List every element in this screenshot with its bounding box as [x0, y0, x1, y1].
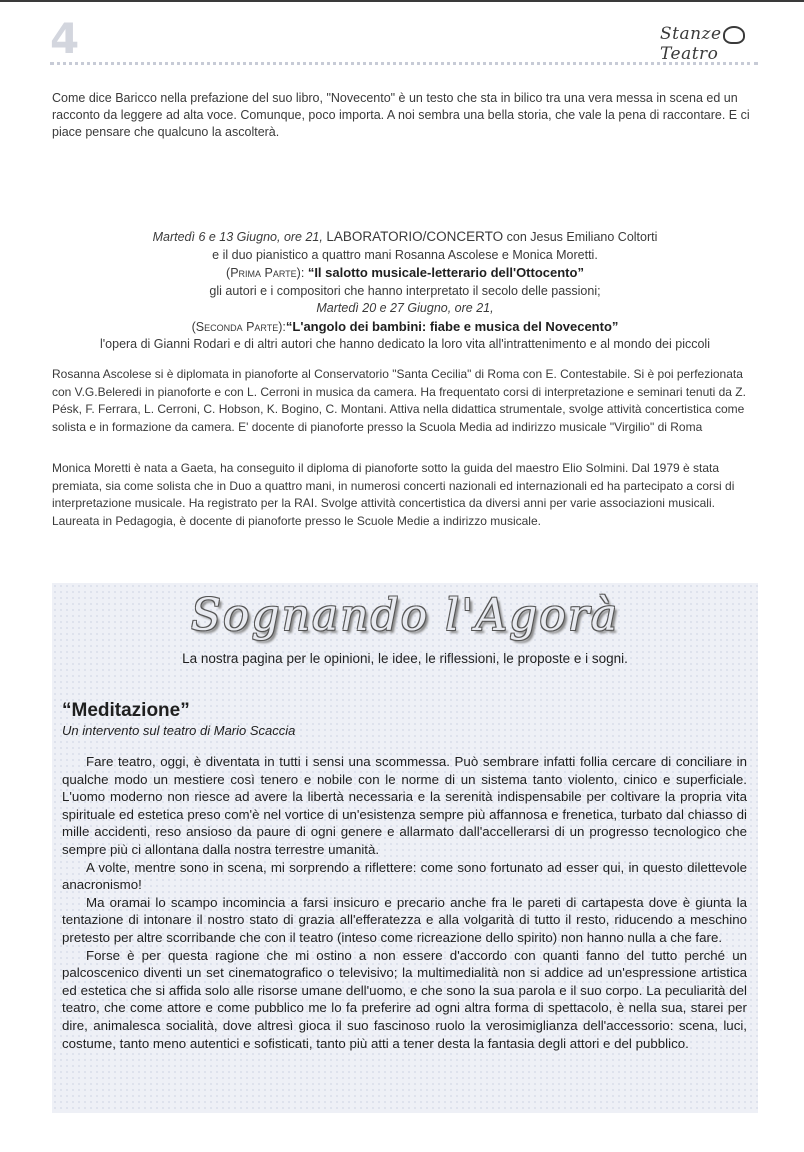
agora-subtitle: La nostra pagina per le opinioni, le idee, le riflessioni, le proposte e i sogni.: [182, 651, 628, 666]
article-body: [62, 753, 747, 1052]
event-with: con Jesus Emiliano Coltorti: [506, 230, 658, 244]
event-date-2: Martedì 20 e 27 Giugno, ore 21,: [316, 301, 494, 315]
event-type: LABORATORIO/CONCERTO: [326, 229, 504, 244]
logo-text-right: Teatro: [660, 44, 719, 64]
event-part1: [52, 264, 758, 283]
event-duo: e il duo pianistico a quattro mani Rosanna Ascolese e Monica Moretti.: [212, 247, 598, 262]
article-paragraph: Ma oramai lo scampo incomincia a farsi insicuro e precario anche fra le pareti di cartapesta dove è giunta la tentazione di intonare il nostro stato di grazia all'efferatezza e alla volgarità di tutto il resto, riducendo a meschino pretesto per altre scorribande che con il teatro (inteso come ricreazione dello spirito) non hanno nulla a che fare.: [62, 894, 747, 945]
event-line-1: [52, 228, 758, 247]
part1-label: (Prima Parte):: [226, 266, 305, 280]
page-number: 4: [50, 14, 80, 63]
bio-monica-moretti: Monica Moretti è nata a Gaeta, ha conseguito il diploma di pianoforte sotto la guida del maestro Elio Solmini. Dal 1979 è stata premiata, sia come solista che in Duo a quattro mani, in numerosi concerti nazionali ed internazionali ed ha partecipato a corsi di interpretazione musicale. Ha registrato per la RAI. Svolge attività concertistica da diversi anni per varie associazioni musicali. Laureata in Pedagogia, è docente di pianoforte presso le Scuole Medie a indirizzo musicale.: [52, 461, 735, 528]
article-subtitle: Un intervento sul teatro di Mario Scaccia: [62, 723, 296, 738]
article-paragraph: A volte, mentre sono in scena, mi sorprendo a riflettere: come sono fortunato ad esser qui, in questo dilettevole anacronismo!: [62, 859, 747, 893]
part1-title: “Il salotto musicale-letterario dell'Ottocento”: [307, 265, 584, 280]
event-part2: [52, 318, 758, 337]
header-divider: [50, 62, 758, 65]
event-announcement: [52, 228, 758, 354]
top-rule: [0, 0, 804, 2]
agora-title: Sognando l'Agorà: [190, 590, 620, 641]
theater-mask-icon: [723, 26, 745, 44]
article-paragraph: Fare teatro, oggi, è diventata in tutti i sensi una scommessa. Può sembrare infatti follia cercare di conciliare in qualche modo un mestiere così tenero e nobile con le norme di un sistema tanto violento, cinico e superficiale. L'uomo moderno non riesce ad avere la libertà necessaria e la serenità indispensabile per coltivare la propria vita spirituale ed estetica preso com'è nel vortice di un'esistenza sempre più affannosa e frenetica, turbato dal chiasso di mille accidenti, reso ansioso da paure di ogni genere e allarmato dall'accellerarsi di un progresso tecnologico che sempre più ci allontana dalla nostra terrestre umanità.: [62, 754, 747, 857]
article-title: “Meditazione”: [62, 700, 190, 721]
logo-text-left: Stanze: [660, 24, 722, 44]
stanze-teatro-logo: [660, 24, 760, 64]
event-date-1: Martedì 6 e 13 Giugno, ore 21,: [152, 230, 323, 244]
intro-paragraph: Come dice Baricco nella prefazione del suo libro, "Novecento" è un testo che sta in bilico tra una vera messa in scena ed un racconto da leggere ad alta voce. Comunque, poco importa. A noi sembra una bella storia, che vale la pena di raccontare. E ci piace pensare che qualcuno la ascolterà.: [52, 91, 750, 139]
part2-label: (Seconda Parte):: [191, 319, 286, 334]
bio-rosanna-ascolese: Rosanna Ascolese si è diplomata in pianoforte al Conservatorio "Santa Cecilia" di Roma con E. Contestabile. Si è poi perfezionata con V.G.Beleredi in pianoforte e con L. Cerroni in musica da camera. Ha frequentato corsi di interpretazione e seminari tenuti da Z. Pésk, F. Ferrara, L. Cerroni, C. Hobson, K. Bogino, C. Montani. Attiva nella didattica strumentale, svolge attività concertistica come solista e in formazione da camera. E' docente di pianoforte presso la Scuola Media ad indirizzo musicale "Virgilio" di Roma: [52, 367, 746, 434]
part2-title: “L'angolo dei bambini: fiabe e musica del Novecento”: [285, 318, 619, 334]
part1-description: gli autori e i compositori che hanno interpretato il secolo delle passioni;: [209, 283, 601, 298]
article-paragraph: Forse è per questa ragione che mi ostino a non essere d'accordo con quanti fanno del tutto perché un palcoscenico diventi un set cinematografico o televisivo; la multimedialità non si addice ad un'espressione artistica ed estetica che si affida solo alle risorse umane dell'uomo, e che sono la sua parola e il suo corpo. La peculiarità del teatro, che come attore e come pubblico me lo fa preferire ad ogni altra forma di spettacolo, è nella sua, starei per dire, animalesca socialità, dove altresì gioca il suo fascinoso ruolo la verosimiglianza dell'accessorio: scena, luci, costume, tanto meno autentici e sofisticati, tanto più atti a tener desta la fantasia degli attori e del pubblico.: [62, 947, 747, 1051]
part2-description: l'opera di Gianni Rodari e di altri autori che hanno dedicato la loro vita all'intrattenimento e al mondo dei piccoli: [100, 337, 710, 351]
